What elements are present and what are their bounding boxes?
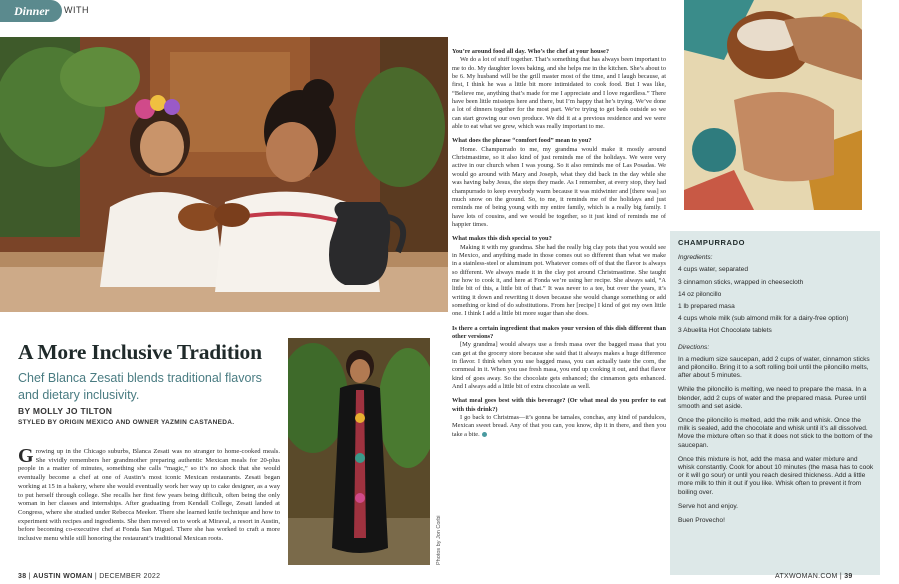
magazine-name: AUSTIN WOMAN xyxy=(33,573,93,580)
ingredient-item: 4 cups water, separated xyxy=(678,266,749,274)
page-number-right: 39 xyxy=(844,573,853,580)
ingredient-item: 14 oz piloncillo xyxy=(678,290,722,298)
ingredients-label: Ingredients: xyxy=(678,254,713,262)
interview-answer: Making it with my grandma. She had the really big clay pots that you would see in Mexico, and anything made in those comes out so different than what we make in a stainless-steel or aluminum pot. Whatever comes off of that the flavor is always so different. We always made it in the clay pot around Christmastime. She taught me how to cook it, and here at Fonda we’re using her recipe. She always said, “A little bit of this, a little bit of that.” It was never to a tee, but over the years, it’s writing it down and rewriting it down because she would change something or add something or kind of do substitutions. From her [recipe] I kind of got my own little one. I think I add a little bit more sugar than she does. xyxy=(452,243,666,318)
main-photo-mother-daughter xyxy=(0,37,448,312)
recipe-box xyxy=(670,231,880,575)
directions-label: Directions: xyxy=(678,343,710,351)
direction-step: Buen Provecho! xyxy=(678,517,725,525)
ingredient-item: 3 cinnamon sticks, wrapped in cheesecloth xyxy=(678,278,804,286)
ingredient-item: 1 lb prepared masa xyxy=(678,303,735,311)
direction-step: Once this mixture is hot, add the masa and water mixture and whisk constantly. Cook for about 10 minutes (the masa has to cook or it will go sour) or until you reach desired thickness. Add a little more milk to thin it out if you like. Whisk often to prevent it from boiling over. xyxy=(678,455,874,496)
direction-step: Once the piloncillo is melted, add the milk and whisk. Once the milk is sealed, add the chocolate and whisk until it’s all dissolved. Move the mixture often so that it does not stick to the bottom of the saucepan. xyxy=(678,417,873,449)
footer-left: 38 | AUSTIN WOMAN | DECEMBER 2022 xyxy=(18,573,161,580)
interview-answer-last xyxy=(452,414,666,439)
interview-column xyxy=(452,48,666,439)
chef-portrait-photo xyxy=(288,338,430,565)
interview-answer: I go back to Christmas—it’s gonna be tamales, conchas, any kind of pandulces, Mexican sweet bread. Any of that you can, you know, dip it in there, and then you take a bite. xyxy=(452,414,666,438)
interview-question: What makes this dish special to you? xyxy=(452,235,552,243)
article-subtitle: Chef Blanca Zesati blends traditional flavors and dietary inclusivity. xyxy=(18,371,262,402)
direction-step: In a medium size saucepan, add 2 cups of water, cinnamon sticks and piloncillo. Bring it to a soft rolling boil until the piloncillo melts, after about 5 minutes. xyxy=(678,355,870,380)
issue-date: DECEMBER 2022 xyxy=(99,573,161,580)
interview-answer: Home. Champurrado to me, my grandma would make it mostly around Christmastime, so it also kind of just reminds me of the holidays. We were very active in our church when I was young. So it also reminds me of Las Posadas. We would go around with Mary and Joseph, what they did back in the day while she was having baby Jesus, the steps they made. As I remember, at every stop, they had champurrado to keep everybody warm because it was midwinter and [there was] so much snow on the ground. So, to me, it reminds me of the holidays and just reminds me of being young with my entire family, which is a really big family. I have lots of cousins, and we would be together, so it just kind of reminds me of happier times. xyxy=(452,145,666,228)
recipe-title: CHAMPURRADO xyxy=(678,238,746,247)
article-intro xyxy=(18,445,280,544)
footer-right: ATXWOMAN.COM | 39 xyxy=(775,573,853,580)
intro-text: rowing up in the Chicago suburbs, Blanca Zesati was no stranger to home-cooked meals. She vividly remembers her grandmother preparing authentic Mexican meals for 20-plus people in a matter of minutes, something she calls “magic,” so it’s no shock that she would eventually become a chef at one of Austin’s most iconic Mexican restaurants. Zesati began working at 15 in a bakery, where she would eventually work her way up to cake designer, as a way to put herself through college. She recalls her first few years being difficult, often being the only woman in her classes and internships. After graduating from Kendall College, Zesati landed at Congress, where she studied under Rebecca Meeker. There she learned knife technique and how to experiment with recipes and ingredients. She then moved on to work at Miraval, a resort in Austin, before becoming co-executive chef at Fonda San Miguel. There she has worked to craft a more inclusive menu while still honoring the restaurant’s traditional Mexican roots. xyxy=(18,448,280,543)
page-number-left: 38 xyxy=(18,573,27,580)
end-mark-icon xyxy=(482,432,487,437)
byline: BY MOLLY JO TILTON xyxy=(18,406,113,416)
section-tab: Dinner xyxy=(0,0,62,22)
styled-by-credit: STYLED BY ORIGIN MEXICO AND OWNER YAZMIN CASTANEDA. xyxy=(18,419,235,426)
interview-question: Is there a certain ingredient that makes your version of this dish different than other versions? xyxy=(452,324,666,340)
photo-credit: Photos by Jon Corbi xyxy=(436,515,442,565)
drop-cap: G xyxy=(18,445,34,467)
interview-answer: We do a lot of stuff together. That’s something that has always been important to me to do. My daughter loves baking, and she helps me in the kitchen. She’s about to be 6. My husband will be the grill master most of the time, and I laugh because, at first, I think he was a little bit more intimidated to cook food. But I was like, “Believe me, anything that’s made for me I appreciate and I love regardless.” There have been little missteps here and there, but I’m happy that he’s trying. We’ve done a lot of dinners together for the most part. We’re trying to get beds outside so we can start growing our own produce. We did it at a previous residence and we were able to eat what we grew, which was really important to me. xyxy=(452,56,666,131)
interview-answer: [My grandma] would always use a fresh masa over the bagged masa that you can get at the grocery store because she said that it always makes a huge difference in flavor. I think when you use bagged masa, you can actually taste the corn, the cornmeal in it. When you use fresh masa, you end up cooking it out, and that flavor kind of goes away. So the chocolate gets enhanced; the cinnamon gets enhanced. And I always add a little bit of extra chocolate as well. xyxy=(452,341,666,391)
ingredient-item: 4 cups whole milk (sub almond milk for a dairy-free option) xyxy=(678,315,849,323)
hands-cup-photo xyxy=(684,0,862,210)
interview-question: What does the phrase “comfort food” mean to you? xyxy=(452,137,592,145)
website: ATXWOMAN.COM xyxy=(775,573,838,580)
ingredient-item: 3 Abuelita Hot Chocolate tablets xyxy=(678,327,772,335)
interview-question: You’re around food all day. Who’s the chef at your house? xyxy=(452,48,610,55)
article-title: A More Inclusive Tradition xyxy=(18,340,262,364)
section-with-label: WITH xyxy=(64,5,89,15)
interview-question: What meal goes best with this beverage? (Or what meal do you prefer to eat with this drink?) xyxy=(452,397,666,413)
direction-step: While the piloncillo is melting, we need to prepare the masa. In a blender, add 2 cups of water and the prepared masa. Puree until smooth and set aside. xyxy=(678,386,867,410)
direction-step: Serve hot and enjoy. xyxy=(678,502,738,510)
